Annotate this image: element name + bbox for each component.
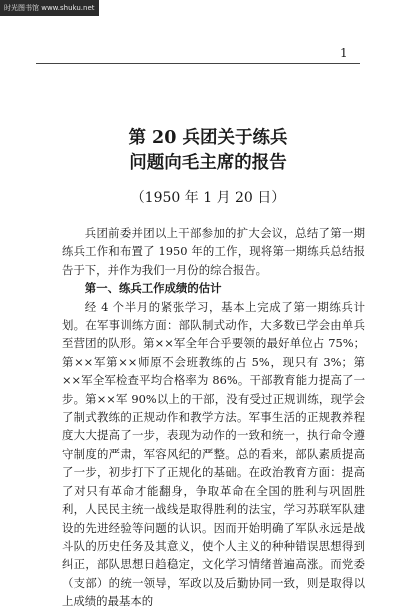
intro-paragraph: 兵团前委并团以上干部参加的扩大会议，总结了第一期练兵工作和布置了 1950 年的工作，现将第一期练兵总结报告于下，并作为我们一月份的综合报告。 bbox=[62, 226, 365, 277]
page-number: 1 bbox=[340, 46, 348, 60]
header-rule bbox=[36, 63, 360, 64]
watermark-banner: 时光图书馆 www.shuku.net bbox=[0, 0, 99, 16]
body-paragraph: 经 4 个半月的紧张学习，基本上完成了第一期练兵计划。在军事训练方面：部队制式动作，大多数已学会由单兵至营团的队形。第××军全年合乎要领的最好单位占 75%；第××军第××师原不会班教练的占 5%，现只有 3%；第××军全军检查平均合格率为 86%。干部教育能力提高了一步。第××军 90%以上的干部，没有受过正规训练，现学会了制式教练的正规动作和教学方法。军事生活的正规教养程度大大提高了一步，表现为动作的一致和统一，执行命令遵守制度的严肃，军容风纪的严整。总的看来，部队素质提高了一步，初步打下了正规化的基础。在政治教育方面：提高了对只有革命才能翻身，争取革命在全国的胜利与巩固胜利，人民民主统一战线是取得胜利的法宝，学习苏联军队建设的先进经验等问题的认识。因而开始明确了军队永远是战斗队的历史任务及其意义，使个人主义的种种错误思想得到纠正，部队思想日趋稳定，文化学习情绪普遍高涨。而党委（支部）的统一领导，军政以及后勤协同一致，则是取得以上成绩的最基本的 bbox=[62, 299, 365, 609]
title-line-1: 第 20 兵团关于练兵 bbox=[128, 128, 288, 148]
document-date: （1950 年 1 月 20 日） bbox=[130, 190, 286, 206]
document-body bbox=[62, 224, 365, 611]
title-line-2: 问题向毛主席的报告 bbox=[129, 153, 287, 173]
document-title bbox=[0, 126, 416, 176]
section-heading: 第一、练兵工作成绩的估计 bbox=[84, 281, 222, 296]
